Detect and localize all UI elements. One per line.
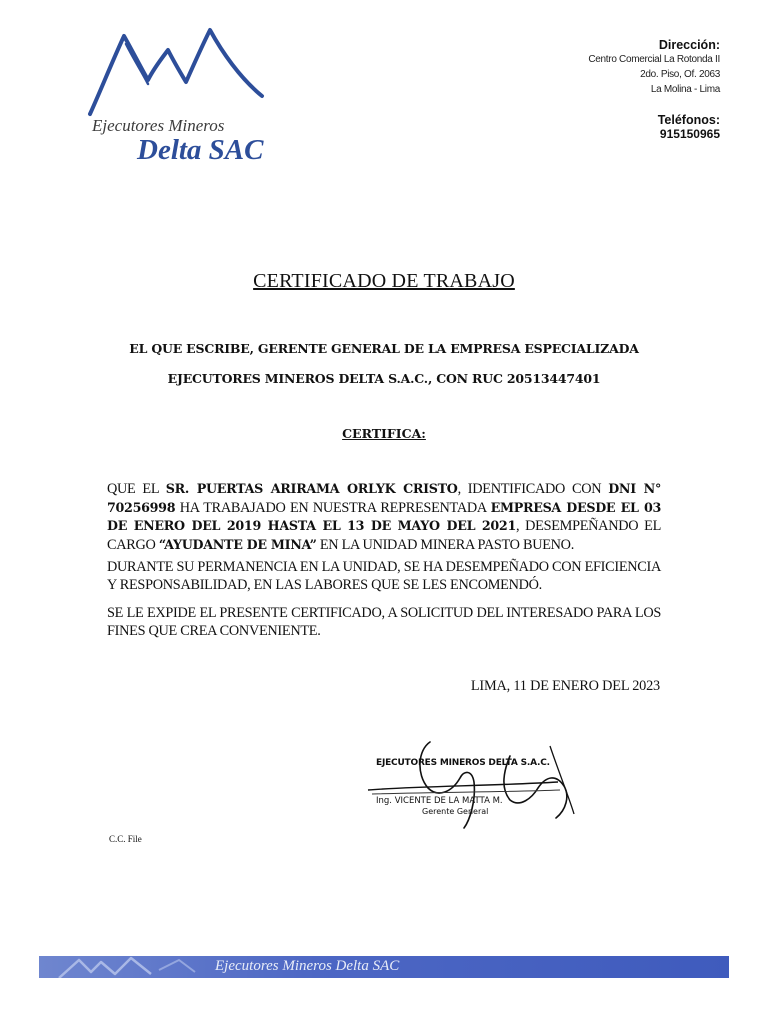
employment-period: EMPRESA DESDE EL 03 DE ENERO DEL 2019 HASTA EL 13 DE MAYO DEL 2021 bbox=[107, 499, 661, 533]
employee-dni: DNI N° 70256998 bbox=[107, 481, 661, 515]
footer-mountains-icon bbox=[39, 956, 239, 978]
phone-label: Teléfonos: bbox=[657, 113, 720, 127]
logo-name: Delta SAC bbox=[137, 134, 264, 166]
logo-tagline: Ejecutores Mineros bbox=[92, 116, 225, 135]
signatory-role: Gerente General bbox=[422, 807, 489, 816]
stamp-company-name: EJECUTORES MINEROS DELTA S.A.C. bbox=[376, 758, 550, 768]
mountains-icon bbox=[82, 22, 282, 122]
certificate-body-paragraph: QUE EL SR. PUERTAS ARIRAMA ORLYK CRISTO, IDENTIFICADO CON DNI N° 70256998 HA TRABAJADO EN NUESTRA REPRESENTADA EMPRESA DESDE EL 03 DE ENERO DEL 2019 HASTA EL 13 DE MAYO DEL 2021, DESEMPEÑANDO EL CARGO “AYUDANTE DE MINA” EN LA UNIDAD MINERA PASTO BUENO. bbox=[107, 481, 661, 553]
document-title: CERTIFICADO DE TRABAJO bbox=[253, 270, 515, 292]
job-title: “AYUDANTE DE MINA” bbox=[158, 536, 317, 552]
signatory-name: Ing. VICENTE DE LA MATTA M. bbox=[376, 796, 503, 806]
address-line: 2do. Piso, Of. 2063 bbox=[640, 69, 720, 80]
cc-note: C.C. File bbox=[109, 834, 142, 844]
signature-icon bbox=[360, 730, 600, 840]
address-line: La Molina - Lima bbox=[650, 84, 720, 95]
performance-paragraph: DURANTE SU PERMANENCIA EN LA UNIDAD, SE HA DESEMPEÑADO CON EFICIENCIA Y RESPONSABILIDAD, EN LAS LABORES QUE SE LES ENCOMENDÓ. bbox=[107, 559, 661, 593]
company-logo bbox=[82, 22, 282, 172]
phone-number: 915150965 bbox=[659, 127, 720, 141]
purpose-paragraph: SE LE EXPIDE EL PRESENTE CERTIFICADO, A SOLICITUD DEL INTERESADO PARA LOS FINES QUE CREA CONVENIENTE. bbox=[107, 605, 661, 639]
certifica-heading: CERTIFICA: bbox=[342, 426, 426, 441]
contact-block bbox=[588, 38, 720, 141]
footer-company-name: Ejecutores Mineros Delta SAC bbox=[215, 958, 400, 974]
signature-stamp bbox=[360, 730, 600, 840]
employee-name: SR. PUERTAS ARIRAMA ORLYK CRISTO bbox=[165, 481, 458, 496]
address-line: Centro Comercial La Rotonda II bbox=[588, 54, 720, 65]
intro-line: EL QUE ESCRIBE, GERENTE GENERAL DE LA EMPRESA ESPECIALIZADA bbox=[129, 341, 639, 356]
footer-band bbox=[39, 956, 729, 978]
address-label: Dirección: bbox=[658, 38, 720, 52]
issue-date: LIMA, 11 DE ENERO DEL 2023 bbox=[470, 678, 660, 694]
intro-line: EJECUTORES MINEROS DELTA S.A.C., CON RUC 20513447401 bbox=[167, 371, 601, 386]
